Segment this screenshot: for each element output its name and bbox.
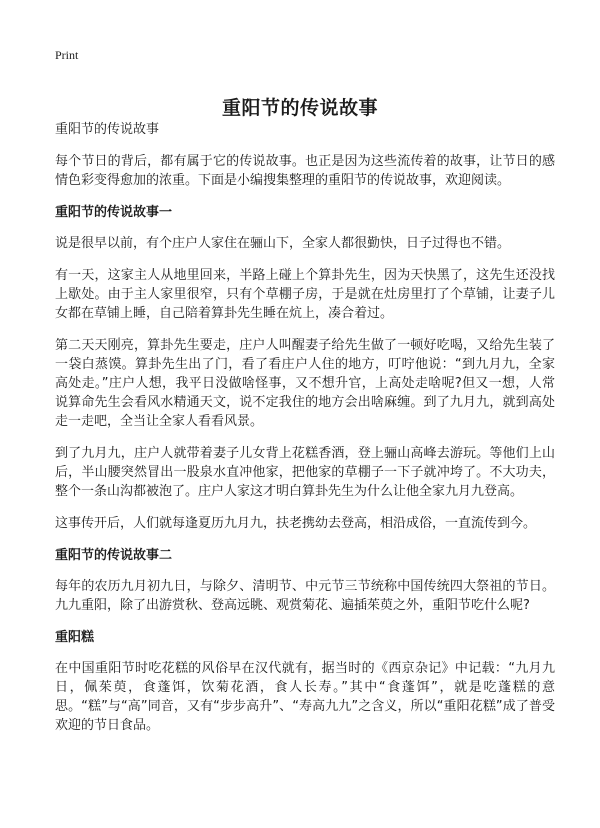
print-link[interactable]: Print xyxy=(55,48,79,62)
paragraph: 在中国重阳节时吃花糕的风俗早在汉代就有，据当时的《西京杂记》中记载：“九月九日，佩茱萸，食蓬饵，饮菊花酒，食人长寿。”其中“食蓬饵”，就是吃蓬糕的意思。“糕”与“高”同音，又有“步步高升”、“寿高九九”之含义，所以“重阳花糕”成了普受欢迎的节日食品。 xyxy=(55,661,555,733)
paragraph: 到了九月九，庄户人就带着妻子儿女背上花糕香酒，登上骊山高峰去游玩。等他们上山后，半山腰突然冒出一股泉水直冲他家，把他家的草棚子一下子就冲垮了。不大功夫，整个一条山沟都被泡了。庄户人家这才明白算卦先生为什么让他全家九月九登高。 xyxy=(55,446,555,499)
page-title: 重阳节的传说故事 xyxy=(221,96,378,119)
section-heading-2: 重阳节的传说故事二 xyxy=(55,548,173,563)
paragraph: 有一天，这家主人从地里回来，半路上碰上个算卦先生，因为天快黑了，这先生还没找上歇处。由于主人家里很窄，只有个草棚子房，于是就在灶房里打了个草铺，让妻子儿女都在草铺上睡，自己陪着算卦先生睡在炕上，凑合着过。 xyxy=(55,268,555,321)
article-subtitle: 重阳节的传说故事 xyxy=(55,122,160,137)
article-body xyxy=(55,120,555,748)
paragraph: 每年的农历九月初九日，与除夕、清明节、中元节三节统称中国传统四大祭祖的节日。九九重阳，除了出游赏秋、登高远眺、观赏菊花、遍插茱萸之外，重阳节吃什么呢? xyxy=(55,579,555,613)
paragraph: 第二天天刚亮，算卦先生要走，庄户人叫醒妻子给先生做了一顿好吃喝，又给先生装了一袋白蒸馍。算卦先生出了门，看了看庄户人住的地方，叮咛他说：“到九月九，全家高处走。”庄户人想，我平日没做啥怪事，又不想升官，上高处走啥呢?但又一想，人常说算命先生会看风水精通天文，说不定我住的地方会出啥麻缠。到了九月九，就到高处走一走吧，全当让全家人看看风景。 xyxy=(55,338,555,429)
paragraph: 这事传开后，人们就每逢夏历九月九，扶老携幼去登高，相沿成俗，一直流传到今。 xyxy=(55,516,537,531)
paragraph: 说是很早以前，有个庄户人家住在骊山下，全家人都很勤快，日子过得也不错。 xyxy=(55,236,511,251)
section-heading-3: 重阳糕 xyxy=(55,630,95,645)
intro-paragraph: 每个节日的背后，都有属于它的传说故事。也正是因为这些流传着的故事，让节日的感情色彩变得愈加的浓重。下面是小编搜集整理的重阳节的传说故事，欢迎阅读。 xyxy=(55,154,555,188)
section-heading-1: 重阳节的传说故事一 xyxy=(55,205,173,220)
